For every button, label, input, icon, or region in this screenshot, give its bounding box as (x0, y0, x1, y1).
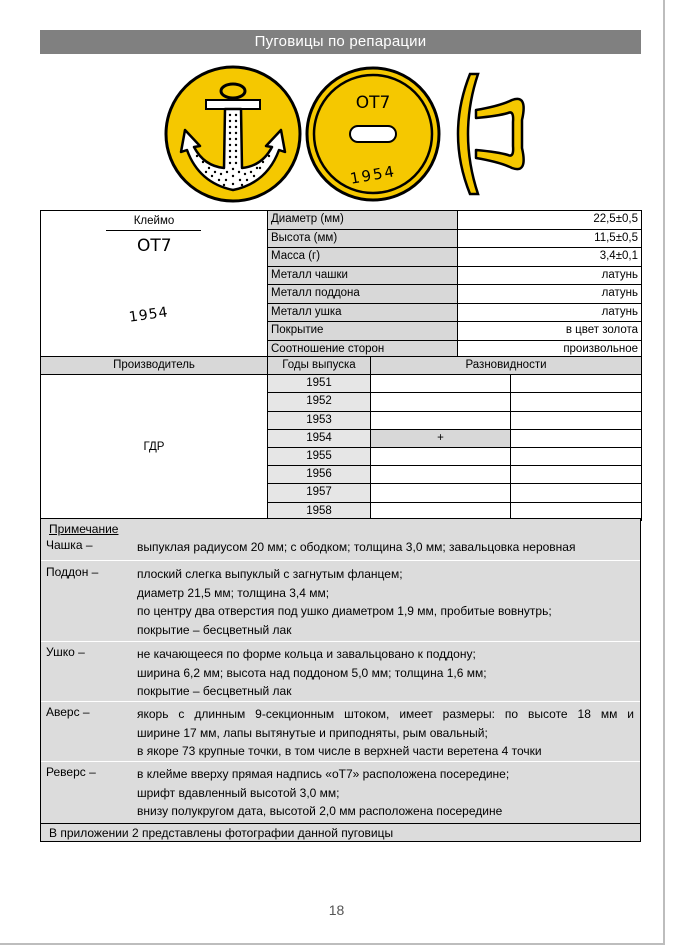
year-cell: 1952 (268, 393, 371, 411)
note-label: Реверс – (46, 765, 96, 779)
notes-section (40, 518, 641, 842)
spec-value: 3,4±0,1 (458, 248, 642, 267)
year-cell: 1956 (268, 466, 371, 484)
spec-label: Покрытие (268, 322, 458, 341)
stamp-cell (41, 211, 268, 359)
maker-header: Производитель (41, 357, 268, 375)
variant-cell (371, 375, 511, 393)
note-divider (41, 701, 640, 702)
note-line: ширине 17 мм, лапы вытянутые и приподняты, рым овальный; (137, 725, 488, 740)
appendix-text: В приложении 2 представлены фотографии данной пуговицы (49, 826, 394, 840)
note-line: в клейме вверху прямая надпись «оТ7» расположена посередине; (137, 767, 510, 781)
button-illustrations (0, 62, 673, 210)
stamp-underline (106, 230, 201, 231)
note-line: ширина 6,2 мм; высота над поддоном 5,0 мм; толщина 1,6 мм; (137, 665, 487, 680)
variant-cell (371, 447, 511, 465)
note-label: Поддон – (46, 565, 99, 579)
spec-value: латунь (458, 266, 642, 285)
note-divider (41, 761, 640, 762)
variants-header: Разновидности (371, 357, 642, 375)
note-label: Чашка – (46, 538, 93, 552)
spec-value: 22,5±0,5 (458, 211, 642, 230)
button-front-illustration (166, 67, 300, 201)
page-number: 18 (328, 902, 345, 918)
page-title: Пуговицы по репарации (40, 30, 641, 54)
spec-value: латунь (458, 285, 642, 304)
spec-table (40, 210, 642, 359)
variant-cell (511, 375, 642, 393)
spec-label: Металл поддона (268, 285, 458, 304)
anchor-ring-icon (221, 84, 245, 98)
note-line: внизу полукругом дата, высотой 2,0 мм расположена посередине (137, 804, 503, 818)
note-line: покрытие – бесцветный лак (137, 622, 292, 637)
year-cell: 1953 (268, 411, 371, 429)
year-cell: 1955 (268, 447, 371, 465)
note-label: Ушко – (46, 645, 85, 659)
spec-label: Соотношение сторон (268, 340, 458, 359)
spec-value: латунь (458, 303, 642, 322)
spec-label: Металл ушка (268, 303, 458, 322)
spec-label: Металл чашки (268, 266, 458, 285)
appendix-note (41, 823, 640, 843)
note-line: покрытие – бесцветный лак (137, 684, 292, 698)
variant-cell (371, 393, 511, 411)
variant-cell (371, 411, 511, 429)
note-line: выпуклая радиусом 20 мм; с ободком; толщина 3,0 мм; завальцовка неровная (137, 540, 576, 554)
variant-cell (511, 484, 642, 502)
button-reverse-illustration (307, 68, 439, 200)
variant-cell (511, 466, 642, 484)
spec-value: в цвет золота (458, 322, 642, 341)
spec-value: произвольное (458, 340, 642, 359)
reverse-stamp-top: ОТ7 (355, 93, 391, 113)
note-divider (41, 641, 640, 642)
years-header: Годы выпуска (268, 357, 371, 375)
year-cell: 1957 (268, 484, 371, 502)
note-label: Аверс – (46, 705, 90, 719)
year-cell: 1951 (268, 375, 371, 393)
note-line: не качающееся по форме кольца и завальцовано к поддону; (137, 647, 476, 661)
variant-cell (511, 393, 642, 411)
spec-label: Высота (мм) (268, 229, 458, 248)
button-side-illustration (458, 74, 524, 194)
variant-cell (511, 411, 642, 429)
note-divider (41, 560, 640, 561)
stamp-text-bottom: 1954 (128, 304, 170, 326)
spec-label: Диаметр (мм) (268, 211, 458, 230)
variant-cell (511, 447, 642, 465)
shank-icon (476, 99, 524, 169)
stamp-text-top: ОТ7 (137, 236, 172, 256)
variant-mark: + (371, 429, 511, 447)
note-line: шрифт вдавленный высотой 3,0 мм; (137, 785, 340, 800)
note-line: якорь с длинным 9-секционным штоком, имеет размеры: по высоте 18 мм и (137, 707, 634, 721)
variant-cell (511, 429, 642, 447)
note-line: в якоре 73 крупные точки, в том числе в верхней части веретена 4 точки (137, 744, 542, 758)
production-table (40, 356, 642, 521)
spec-value: 11,5±0,5 (458, 229, 642, 248)
reverse-stamp-date: 1954 (348, 162, 398, 188)
note-line: плоский слегка выпуклый с загнутым фланцем; (137, 567, 403, 581)
year-cell: 1958 (268, 502, 371, 520)
note-line: по центру два отверстия под ушко диаметром 1,9 мм, пробитые вовнутрь; (137, 604, 552, 618)
stamp-label: Клеймо (133, 215, 175, 227)
shank-slot-icon (350, 126, 396, 142)
note-line: диаметр 21,5 мм; толщина 3,4 мм; (137, 585, 330, 600)
year-cell: 1954 (268, 429, 371, 447)
variant-cell (371, 484, 511, 502)
maker-name: ГДР (41, 375, 268, 521)
spec-label: Масса (г) (268, 248, 458, 267)
notes-title: Примечание (49, 522, 119, 536)
variant-cell (371, 466, 511, 484)
